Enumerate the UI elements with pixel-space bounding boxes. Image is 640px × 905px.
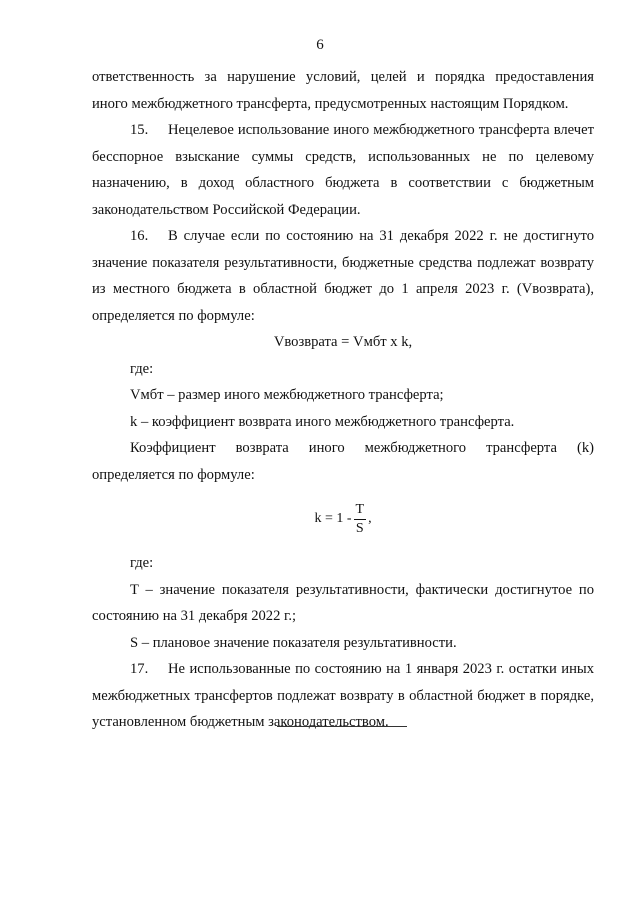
definition-s: S – плановое значение показателя результативности. [130,634,457,651]
definition-k: k – коэффициент возврата иного межбюджетного трансферта. [130,413,515,430]
paragraph-15-number: 15. [130,122,149,138]
formula-coefficient-comma: , [368,510,372,526]
paragraph-15-text: Нецелевое использование иного межбюджетного трансферта влечет бесспорное взыскание суммы средств, использованных не по целевому назначению, в доход областного бюджета в соответствии с бюджетным законодательством Российской Федерации. [92,122,594,218]
paragraph-continuation-line-1: ответственность за нарушение условий, целей и порядка предоставления [92,69,594,85]
fraction-numerator: T [354,501,367,520]
fraction-denominator: S [355,520,364,536]
where-label-2: где: [130,555,154,571]
coefficient-line-2: определяется по формуле: [92,466,255,483]
paragraph-16-text: В случае если по состоянию на 31 декабря 2022 г. не достигнуто значение показателя результативности, бюджетные средства подлежат возврату из местного бюджета в областной бюджет до 1 апреля 2023 г. (Vвозврата), определяется по формуле: [92,228,594,324]
formula-return-volume: Vвозврата = Vмбт x k, [273,334,413,350]
page-number: 6 [316,37,324,53]
paragraph-continuation-line-2: иного межбюджетного трансферта, предусмотренных настоящим Порядком. [92,95,569,112]
paragraph-16-number: 16. [130,228,149,244]
formula-coefficient-left: k = 1 - [314,510,352,526]
paragraph-17-text: Не использованные по состоянию на 1 января 2023 г. остатки иных межбюджетных трансфертов подлежат возврату в областной бюджет в порядке, установленном бюджетным законодательством. [92,661,594,730]
end-divider-line [277,726,407,727]
document-body [92,64,594,736]
definition-vmbt: Vмбт – размер иного межбюджетного трансферта; [130,387,444,403]
paragraph-15 [92,117,594,223]
where-label-1: где: [130,360,154,377]
definition-t: T – значение показателя результативности, фактически достигнутое по состоянию на 31 декабря 2022 г.; [92,581,594,624]
paragraph-17 [92,656,594,736]
formula-coefficient [92,492,594,546]
paragraph-17-number: 17. [130,661,149,677]
coefficient-line-1: Коэффициент возврата иного межбюджетного трансферта (k) [130,440,594,456]
paragraph-16 [92,223,594,329]
formula-fraction [354,501,367,538]
